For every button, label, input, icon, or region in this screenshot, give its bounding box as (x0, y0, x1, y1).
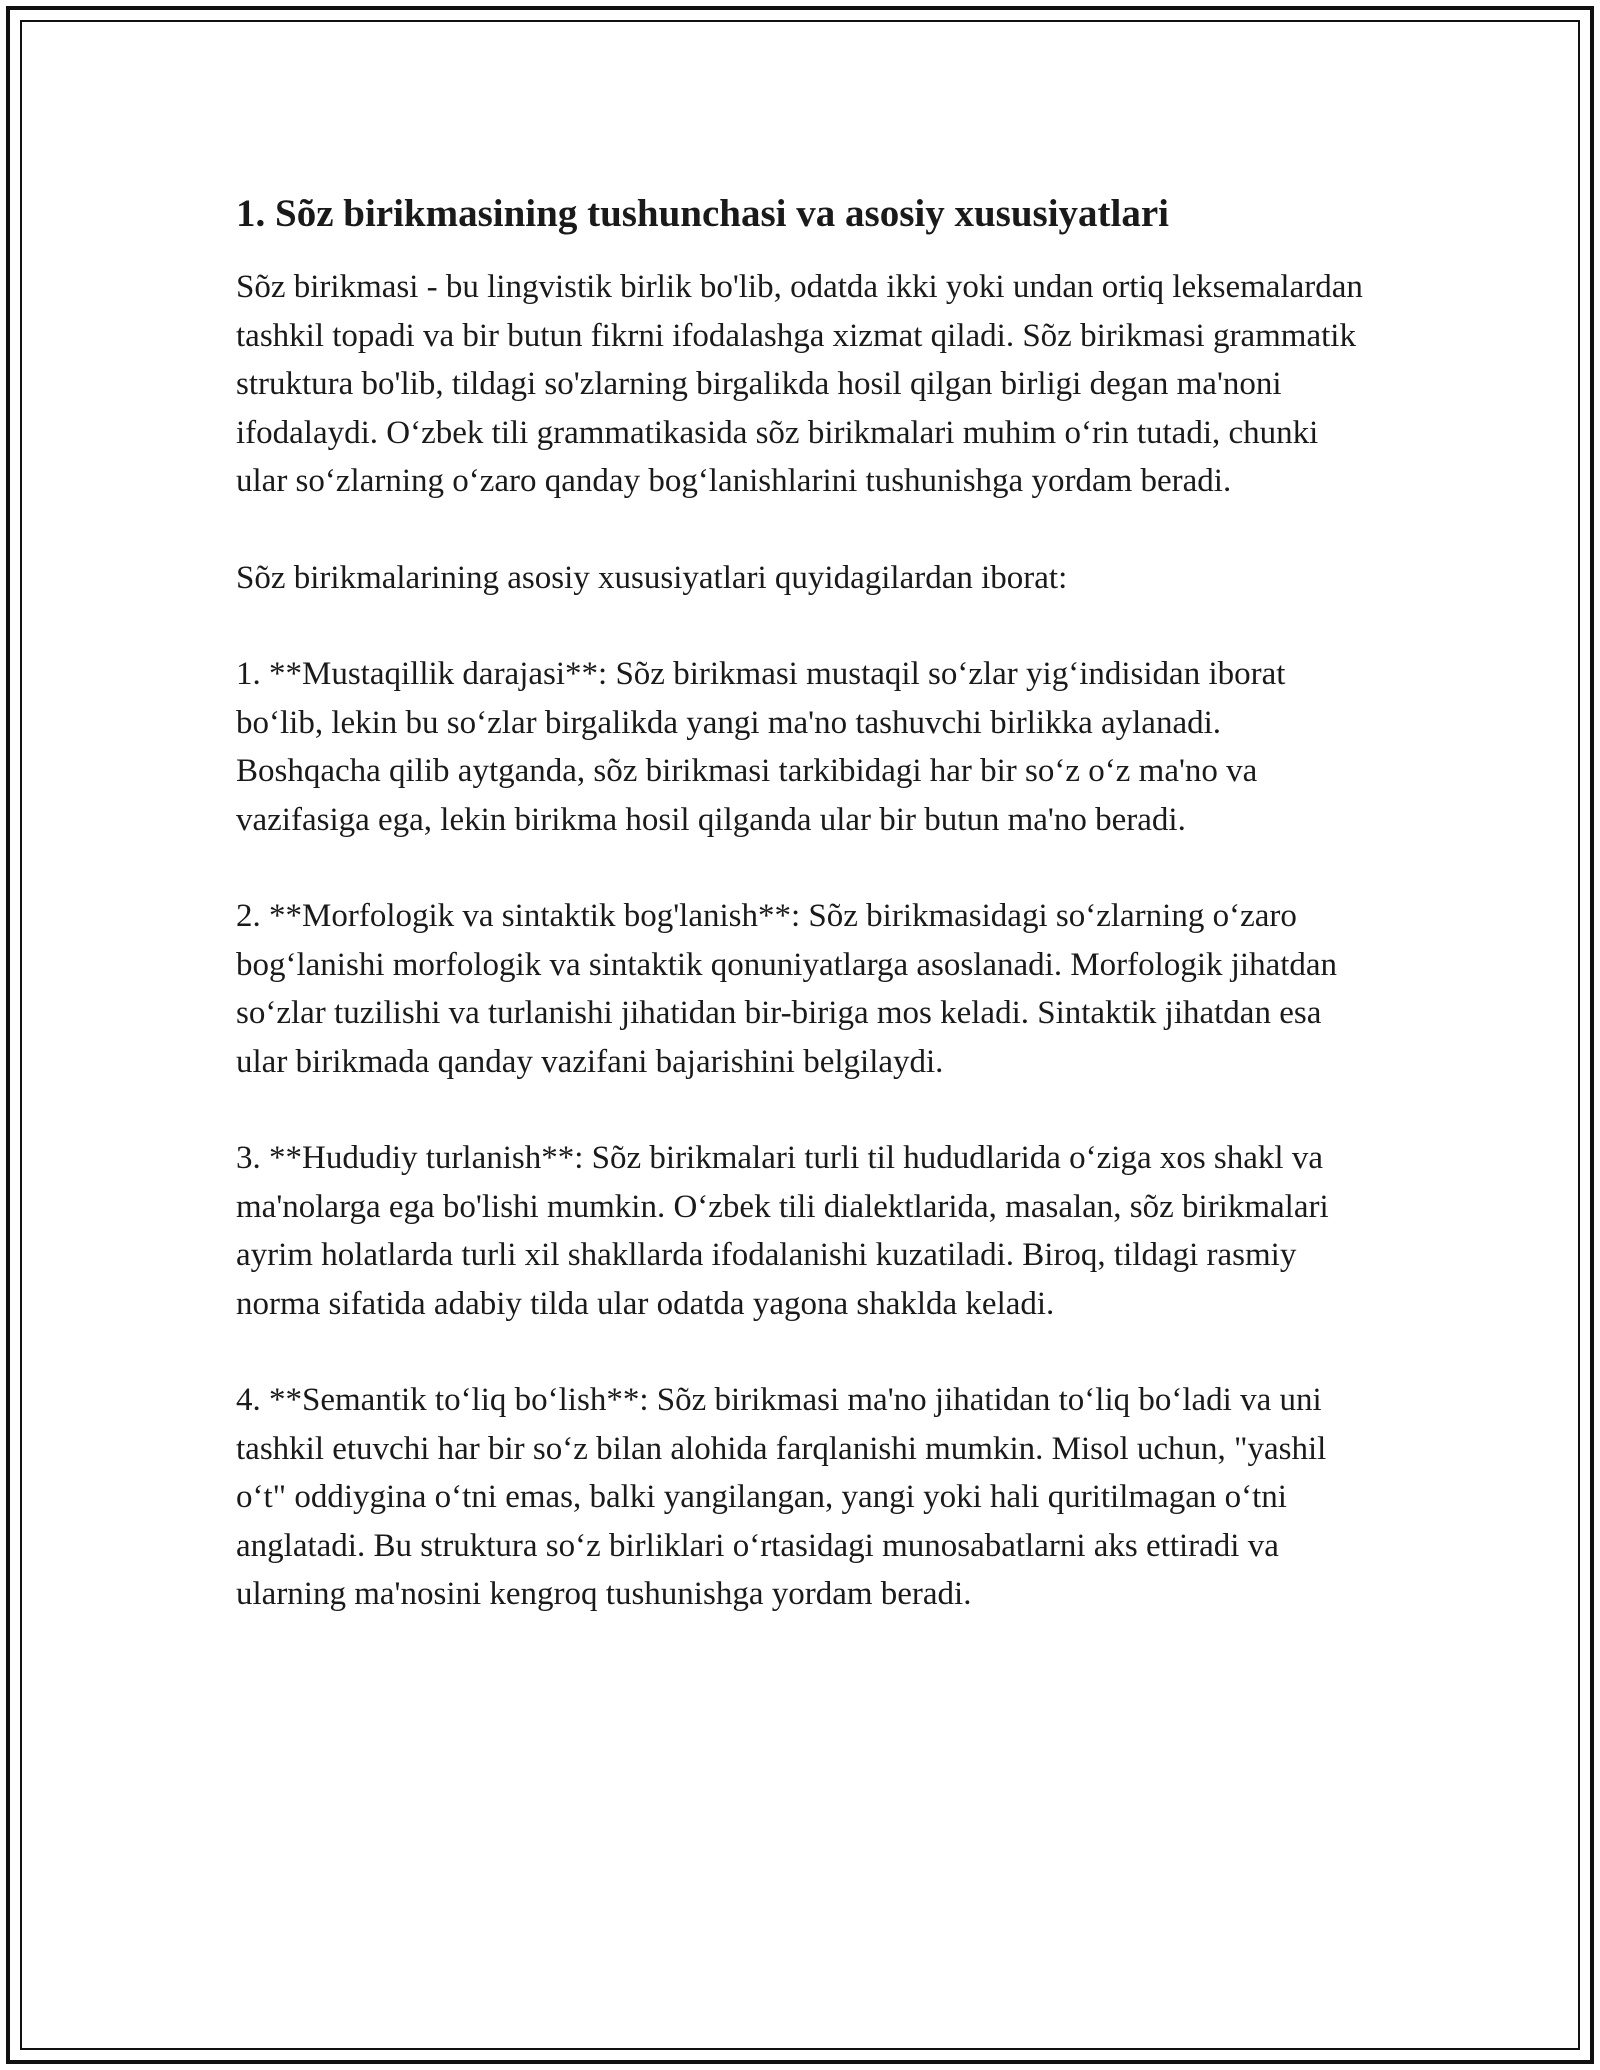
paragraph-list-intro: Sõz birikmalarining asosiy xususiyatlari quyidagilardan iborat: (236, 559, 1068, 596)
paragraph-item-1: 1. **Mustaqillik darajasi**: Sõz birikmasi mustaqil soʻzlar yigʻindisidan iborat boʻlib, lekin bu soʻzlar birgalikda yangi ma'no tashuvchi birlikka aylanadi. Boshqacha qilib aytganda, sõz birikmasi tarkibidagi har bir soʻz oʻz ma'no va vazifasiga ega, lekin birikma hosil qilganda ular bir butun ma'no beradi. (236, 656, 1286, 838)
paragraph-item-3: 3. **Hududiy turlanish**: Sõz birikmalari turli til hududlarida oʻziga xos shakl va ma'nolarga ega bo'lishi mumkin. Oʻzbek tili dialektlarida, masalan, sõz birikmalari ayrim holatlarda turli xil shakllarda ifodalanishi kuzatiladi. Biroq, tildagi rasmiy norma sifatida adabiy tilda ular odatda yagona shaklda keladi. (236, 1140, 1329, 1322)
paragraph-item-4: 4. **Semantik toʻliq boʻlish**: Sõz birikmasi ma'no jihatidan toʻliq boʻladi va uni tashkil etuvchi har bir soʻz bilan alohida farqlanishi mumkin. Misol uchun, "yashil oʻt" oddiygina oʻtni emas, balki yangilangan, yangi yoki hali quritilmagan oʻtni anglatadi. Bu struktura soʻz birliklari oʻrtasidagi munosabatlarni aks ettiradi va ularning ma'nosini kengroq tushunishga yordam beradi. (236, 1382, 1327, 1612)
paragraph-item-2: 2. **Morfologik va sintaktik bog'lanish**: Sõz birikmasidagi soʻzlarning oʻzaro bogʻlanishi morfologik va sintaktik qonuniyatlarga asoslanadi. Morfologik jihatdan soʻzlar tuzilishi va turlanishi jihatidan bir-biriga mos keladi. Sintaktik jihatdan esa ular birikmada qanday vazifani bajarishini belgilaydi. (236, 898, 1338, 1080)
document-body (236, 187, 1366, 1667)
paragraph-intro: Sõz birikmasi - bu lingvistik birlik bo'lib, odatda ikki yoki undan ortiq leksemalardan tashkil topadi va bir butun fikrni ifodalashga xizmat qiladi. Sõz birikmasi grammatik struktura bo'lib, tildagi so'zlarning birgalikda hosil qilgan birligi degan ma'noni ifodalaydi. Oʻzbek tili grammatikasida sõz birikmalari muhim oʻrin tutadi, chunki ular soʻzlarning oʻzaro qanday bogʻlanishlarini tushunishga yordam beradi. (236, 269, 1363, 499)
section-heading: 1. Sõz birikmasining tushunchasi va asosiy xususiyatlari (236, 192, 1169, 235)
